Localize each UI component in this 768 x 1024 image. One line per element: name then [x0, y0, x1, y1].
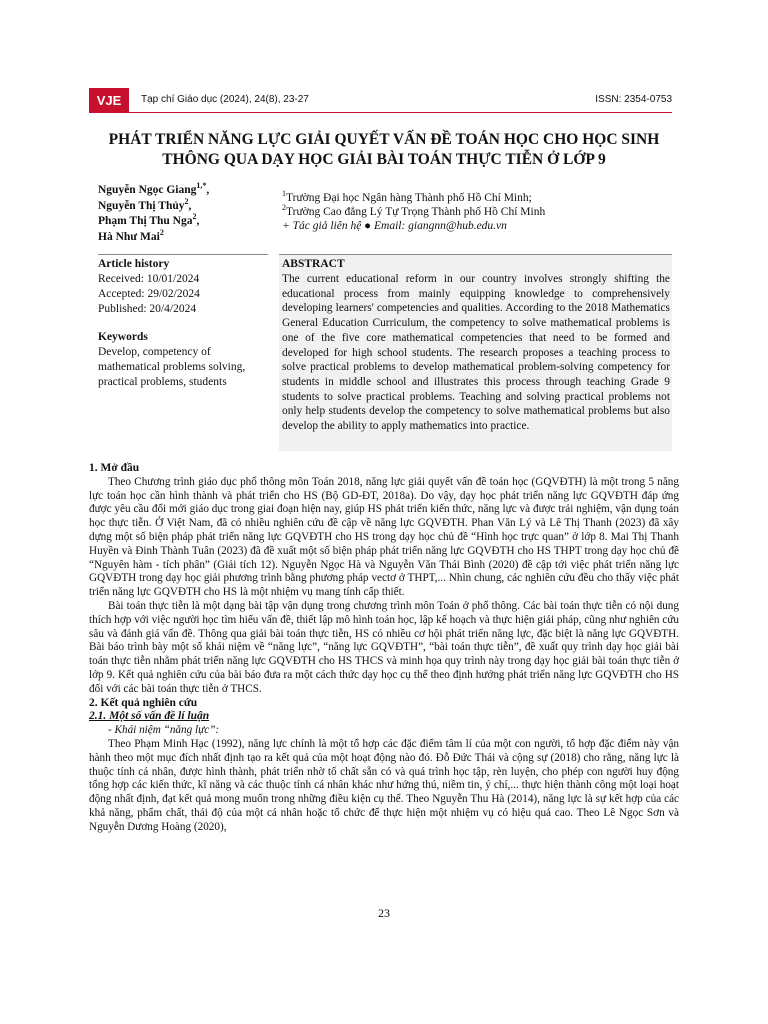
keywords-heading: Keywords — [98, 331, 148, 343]
title-line-1: PHÁT TRIỂN NĂNG LỰC GIẢI QUYẾT VẤN ĐỀ TOÁN HỌC CHO HỌC SINH — [108, 131, 660, 148]
accepted-date: Accepted: 29/02/2024 — [98, 288, 200, 300]
author-list — [98, 183, 209, 245]
journal-header — [89, 88, 672, 113]
section-heading-intro: 1. Mở đầu — [89, 462, 140, 474]
paragraph: Theo Phạm Minh Hạc (1992), năng lực chính là một tổ hợp các đặc điểm tâm lí của một con người, tổ hợp đặc điểm này vận hành theo một mục đích nhất định tạo ra kết quả của một hoạt động nào đó. Đỗ Đức Thái và cộng sự (2018) cho rằng, năng lực là thuộc tính cá nhân, được hình thành, phát triển nhờ tố chất sẵn có và quá trình học tập, rèn luyện, cho phép con người huy động tổng hợp các kiến thức, kĩ năng và các thuộc tính cá nhân khác như hứng thú, niềm tin, ý chí,... thực hiện thành công một loại hoạt động nhất định, đạt kết quả mong muốn trong những điều kiện cụ thể. Theo Nguyễn Thu Hà (2014), năng lực là sự kết hợp của các khả năng, phẩm chất, thái độ của một cá nhân hoặc tổ chức để thực hiện một nhiệm vụ có hiệu quả cao. Theo Lê Ngọc Sơn và Nguyễn Dương Hoàng (2020), — [89, 737, 679, 833]
section-heading-results: 2. Kết quả nghiên cứu — [89, 696, 198, 709]
vje-logo: VJE — [89, 88, 129, 113]
paragraph: Bài toán thực tiễn là một dạng bài tập vận dụng trong chương trình môn Toán ở phổ thông. Các bài toán thực tiễn có nội dung thích hợp với việc người học tìm hiểu vấn đề, thiết lập mô hình toán học, lập kế hoạch và thực hiện giải pháp, cũng như nghiên cứu sâu và đánh giá vấn đề. Thông qua giải bài toán thực tiễn, HS có nhiều cơ hội phát triển năng lực, đặc biệt là năng lực GQVĐTH. Bài báo trình bày một số khái niệm về “năng lực”, “năng lực GQVĐTH”, “bài toán thực tiễn”, đề xuất quy trình dạy học giải bài toán thực tiễn nhằm phát triển năng lực GQVĐTH cho HS THCS và minh họa quy trình này trong dạy học giải bài toán thực tiễn ở lớp 9. Kết quả nghiên cứu của bài báo đưa ra một cách thức dạy học cụ thể theo định hướng phát triển năng lực GQVĐTH cho HS đối với các bài toán thực tiễn ở THCS. — [89, 599, 679, 695]
author: Nguyễn Thị Thủy$^2$, — [98, 196, 192, 212]
article-history — [98, 257, 268, 317]
author: Nguyễn Ngọc Giang$^{1,*}$, — [98, 181, 210, 196]
abstract-box — [279, 254, 672, 451]
journal-citation: Tạp chí Giáo dục (2024), 24(8), 23-27 — [141, 94, 309, 105]
history-rule — [98, 254, 268, 255]
published-date: Published: 20/4/2024 — [98, 303, 197, 315]
history-heading: Article history — [98, 258, 170, 270]
issn: ISSN: 2354-0753 — [595, 94, 672, 105]
concept-heading: - Khái niệm “năng lực”: — [108, 724, 220, 737]
abstract-heading: ABSTRACT — [282, 258, 345, 270]
paragraph: Theo Chương trình giáo dục phổ thông môn Toán 2018, năng lực giải quyết vấn đề toán học (GQVĐTH) là một trong 5 năng lực toán học cần hình thành và phát triển cho HS (Bộ GD-ĐT, 2018a). Do vậy, dạy học phát triển năng lực GQVĐTH đáp ứng được yêu cầu đổi mới giáo dục trong giai đoạn hiện nay, giúp HS phát triển kiến thức, năng lực và được trải nghiệm, vận dụng toán học thực tiễn. Ở Việt Nam, đã có nhiều nghiên cứu đề cập về năng lực GQVĐTH. Phan Văn Lý và Lê Thị Thanh (2023) đã xây dựng một số biện pháp phát triển năng lực GQVĐTH cho HS trong dạy học chủ đề “Hình học trực quan” ở lớp 8. Mai Thị Thanh Huyền và Đinh Thành Tuân (2023) đã đề xuất một số biện pháp phát triển năng lực GQVĐTH cho HS THPT trong dạy học chủ đề “Nguyên hàm - tích phân” (Giải tích 12). Nguyễn Ngọc Hà và Nguyễn Văn Thái Bình (2020) đề cập tới việc phát triển năng lực GQVĐTH trong dạy học giải phương trình bằng phương pháp vectơ ở THPT,... Nhìn chung, các nghiên cứu đều cho thấy việc phát triển năng lực GQVĐTH cho HS là một nhiệm vụ mang tính cấp thiết. — [89, 475, 679, 599]
affiliation-2: $^2$Trường Cao đẳng Lý Tự Trọng Thành phố Hồ Chí Minh — [282, 203, 546, 218]
page-number: 23 — [378, 906, 390, 920]
header-rule — [129, 112, 672, 113]
article-body — [89, 462, 679, 835]
abstract-text: The current educational reform in our country involves strongly shifting the educational process from mainly equipping knowledge to comprehensively developing learners' competencies and qualities. According to the 2018 Mathematics General Education Curriculum, the competency to solve mathematical problems is one of the five core mathematical competencies that need to be formed and developed for high school students. The research proposes a teaching process to solve practical problems to develop mathematical problem-solving competency for students in middle school and illustrates this process through teaching Grade 9 students to solve practical problems. Teaching and solving practical problems not only help students develop the competency to solve mathematical problems but also develop the ability to apply mathematics into practice. — [282, 273, 670, 433]
affiliation-1: $^1$Trường Đại học Ngân hàng Thành phố Hồ Chí Minh; — [282, 189, 532, 204]
author: Hà Như Mai$^2$ — [98, 227, 164, 243]
subsection-heading: 2.1. Một số vấn đề lí luận — [89, 710, 210, 723]
corresponding-email[interactable]: + Tác giả liên hệ ● Email: giangnn@hub.edu.vn — [282, 220, 507, 232]
keywords-text: Develop, competency of mathematical problems solving, practical problems, students — [98, 346, 246, 388]
keywords — [98, 330, 268, 390]
title-line-2: THÔNG QUA DẠY HỌC GIẢI BÀI TOÁN THỰC TIỄN Ở LỚP 9 — [162, 151, 606, 168]
article-title — [96, 130, 672, 170]
received-date: Received: 10/01/2024 — [98, 273, 200, 285]
affiliations — [282, 191, 545, 233]
author: Phạm Thị Thu Nga$^2$, — [98, 212, 200, 227]
